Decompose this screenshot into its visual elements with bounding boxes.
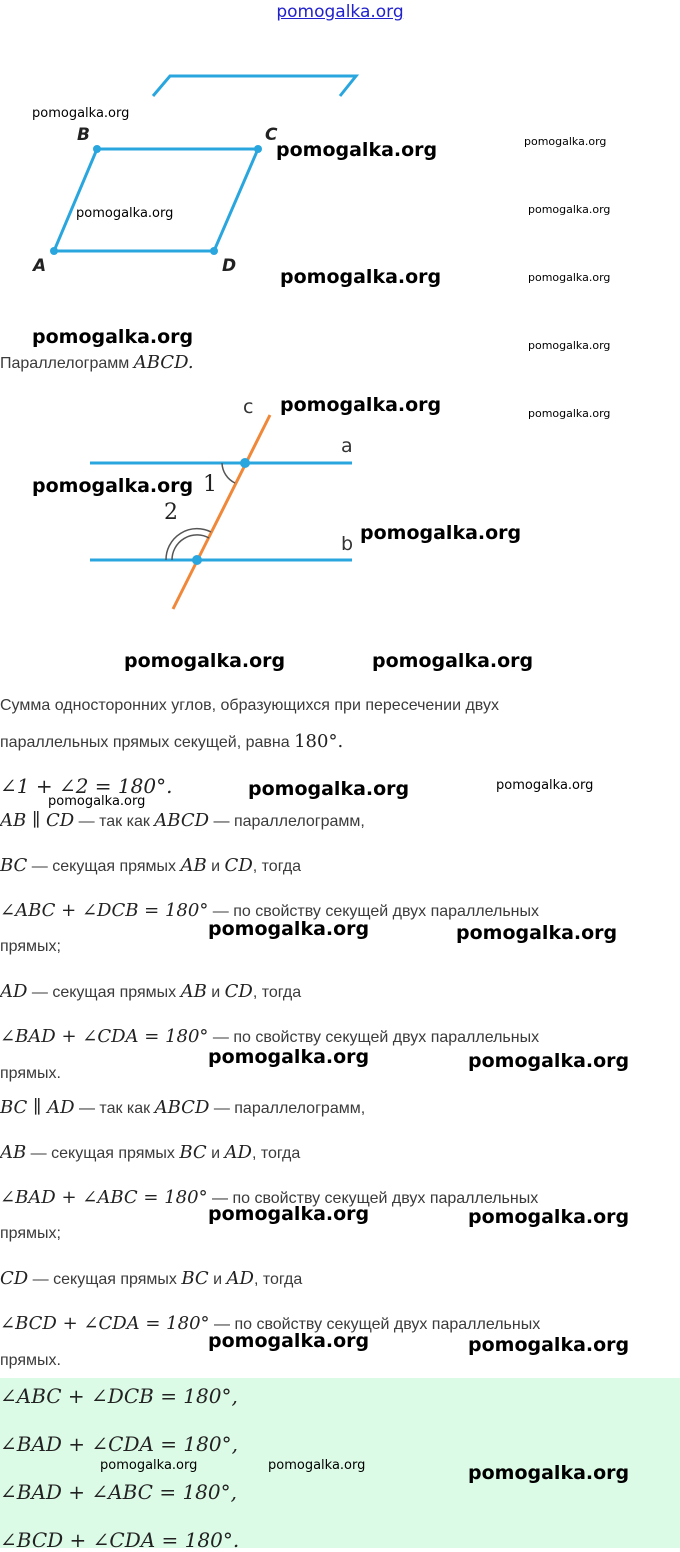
proof-text: — секущая прямых bbox=[27, 858, 181, 875]
label-line-b: b bbox=[341, 533, 354, 555]
watermark: pomogalka.org bbox=[208, 1203, 370, 1225]
proof-math: AB bbox=[180, 981, 207, 1002]
proof-line-11: прямых; bbox=[0, 1225, 61, 1242]
parallel-lines-figure bbox=[0, 400, 680, 620]
watermark: pomogalka.org bbox=[528, 271, 611, 284]
label-a: A bbox=[33, 256, 47, 276]
proof-math: ∠ABC + ∠DCB = 180° bbox=[0, 900, 209, 921]
intro-line-2 bbox=[0, 731, 343, 752]
proof-line-14: прямых. bbox=[0, 1352, 61, 1369]
watermark: pomogalka.org bbox=[76, 206, 174, 221]
proof-text: — так как bbox=[74, 813, 155, 830]
label-line-c: c bbox=[243, 396, 254, 418]
watermark: pomogalka.org bbox=[468, 1334, 630, 1356]
proof-math: AD bbox=[224, 1142, 252, 1163]
label-c: C bbox=[265, 125, 278, 145]
line-c bbox=[173, 415, 270, 609]
proof-text: и bbox=[206, 858, 225, 875]
figure1-caption bbox=[0, 352, 194, 373]
figure-top-edge bbox=[153, 76, 356, 96]
watermark: pomogalka.org bbox=[372, 650, 534, 672]
label-d: D bbox=[222, 256, 237, 276]
proof-math: ∠BCD + ∠CDA = 180° bbox=[0, 1313, 210, 1334]
proof-text: , тогда bbox=[253, 1271, 303, 1288]
proof-math: AB bbox=[180, 855, 207, 876]
intro-line-2-math: 180°. bbox=[294, 731, 344, 752]
label-angle-1: 1 bbox=[203, 472, 217, 497]
watermark: pomogalka.org bbox=[268, 1458, 366, 1473]
proof-line-5 bbox=[0, 981, 301, 1002]
proof-text: — секущая прямых bbox=[26, 1145, 180, 1162]
parallelogram-abcd bbox=[54, 149, 258, 251]
proof-math: CD bbox=[0, 1268, 29, 1289]
parallelogram-figure bbox=[0, 60, 680, 300]
watermark: pomogalka.org bbox=[280, 266, 442, 288]
proof-text: и bbox=[206, 984, 225, 1001]
proof-math: ABCD bbox=[154, 1097, 210, 1118]
watermark: pomogalka.org bbox=[48, 794, 146, 809]
proof-math: BC bbox=[181, 1268, 209, 1289]
proof-line-9 bbox=[0, 1142, 300, 1163]
watermark: pomogalka.org bbox=[468, 1050, 630, 1072]
proof-math: AB bbox=[0, 1142, 27, 1163]
proof-text: — секущая прямых bbox=[28, 1271, 182, 1288]
proof-line-4: прямых; bbox=[0, 938, 61, 955]
conclusion-line-4: ∠BCD + ∠CDA = 180°. bbox=[0, 1528, 240, 1552]
proof-text: — по свойству секущей двух параллельных bbox=[208, 903, 539, 920]
caption-text: Параллелограмм bbox=[0, 355, 130, 372]
proof-math: ABCD bbox=[154, 810, 210, 831]
watermark: pomogalka.org bbox=[32, 106, 130, 121]
proof-line-12 bbox=[0, 1268, 302, 1289]
watermark: pomogalka.org bbox=[524, 135, 607, 148]
proof-math: AD bbox=[226, 1268, 254, 1289]
proof-math: CD bbox=[224, 855, 253, 876]
proof-line-6 bbox=[0, 1026, 539, 1047]
proof-text: — секущая прямых bbox=[27, 984, 181, 1001]
proof-text: — параллелограмм, bbox=[209, 813, 365, 830]
watermark: pomogalka.org bbox=[124, 650, 286, 672]
watermark: pomogalka.org bbox=[456, 922, 618, 944]
watermark: pomogalka.org bbox=[360, 522, 522, 544]
proof-text: — по свойству секущей двух параллельных bbox=[208, 1029, 540, 1046]
angle-1-arc bbox=[222, 463, 235, 483]
label-b: B bbox=[77, 125, 90, 145]
intersection-a bbox=[240, 458, 250, 468]
conclusion-line-2: ∠BAD + ∠CDA = 180°, bbox=[0, 1432, 238, 1456]
watermark: pomogalka.org bbox=[32, 475, 194, 497]
intersection-b bbox=[192, 555, 202, 565]
watermark: pomogalka.org bbox=[468, 1462, 630, 1484]
point-b bbox=[93, 145, 101, 153]
watermark: pomogalka.org bbox=[468, 1206, 630, 1228]
proof-text: и bbox=[206, 1145, 225, 1162]
watermark: pomogalka.org bbox=[208, 1330, 370, 1352]
watermark: pomogalka.org bbox=[208, 1046, 370, 1068]
watermark: pomogalka.org bbox=[496, 778, 594, 793]
proof-math: ∠BAD + ∠ABC = 180° bbox=[0, 1187, 208, 1208]
watermark: pomogalka.org bbox=[276, 139, 438, 161]
proof-text: , тогда bbox=[252, 858, 302, 875]
proof-text: и bbox=[208, 1271, 227, 1288]
conclusion-line-1: ∠ABC + ∠DCB = 180°, bbox=[0, 1384, 238, 1408]
site-link[interactable]: pomogalka.org bbox=[276, 2, 404, 22]
statement: ∠1 + ∠2 = 180°. bbox=[0, 774, 173, 798]
proof-text: — по свойству секущей двух параллельных bbox=[207, 1190, 539, 1207]
caption-math: ABCD. bbox=[133, 352, 194, 373]
watermark: pomogalka.org bbox=[528, 339, 611, 352]
proof-text: — параллелограмм, bbox=[209, 1100, 366, 1117]
proof-math: BC bbox=[0, 855, 28, 876]
proof-line-8 bbox=[0, 1097, 365, 1118]
intro-line-2-text: параллельных прямых секущей, равна bbox=[0, 734, 295, 751]
point-a bbox=[50, 247, 58, 255]
proof-math: BC bbox=[179, 1142, 207, 1163]
label-angle-2: 2 bbox=[164, 500, 178, 525]
proof-text: — по свойству секущей двух параллельных bbox=[209, 1316, 541, 1333]
proof-math: CD bbox=[224, 981, 253, 1002]
proof-math: AB ∥ CD bbox=[0, 810, 75, 831]
proof-text: — так как bbox=[74, 1100, 155, 1117]
proof-line-1 bbox=[0, 810, 365, 831]
watermark: pomogalka.org bbox=[280, 394, 442, 416]
conclusion-line-3: ∠BAD + ∠ABC = 180°, bbox=[0, 1480, 237, 1504]
watermark: pomogalka.org bbox=[32, 326, 194, 348]
proof-text: , тогда bbox=[251, 1145, 301, 1162]
watermark: pomogalka.org bbox=[208, 918, 370, 940]
label-line-a: a bbox=[341, 435, 353, 457]
proof-line-2 bbox=[0, 855, 301, 876]
proof-line-7: прямых. bbox=[0, 1065, 61, 1082]
proof-text: , тогда bbox=[252, 984, 302, 1001]
watermark: pomogalka.org bbox=[100, 1458, 198, 1473]
proof-math: ∠BAD + ∠CDA = 180° bbox=[0, 1026, 209, 1047]
proof-math: BC ∥ AD bbox=[0, 1097, 75, 1118]
watermark: pomogalka.org bbox=[528, 407, 611, 420]
watermark: pomogalka.org bbox=[528, 203, 611, 216]
watermark: pomogalka.org bbox=[248, 778, 410, 800]
point-c bbox=[254, 145, 262, 153]
intro-line-1: Сумма односторонних углов, образующихся при пересечении двух bbox=[0, 697, 499, 714]
proof-math: AD bbox=[0, 981, 28, 1002]
point-d bbox=[210, 247, 218, 255]
